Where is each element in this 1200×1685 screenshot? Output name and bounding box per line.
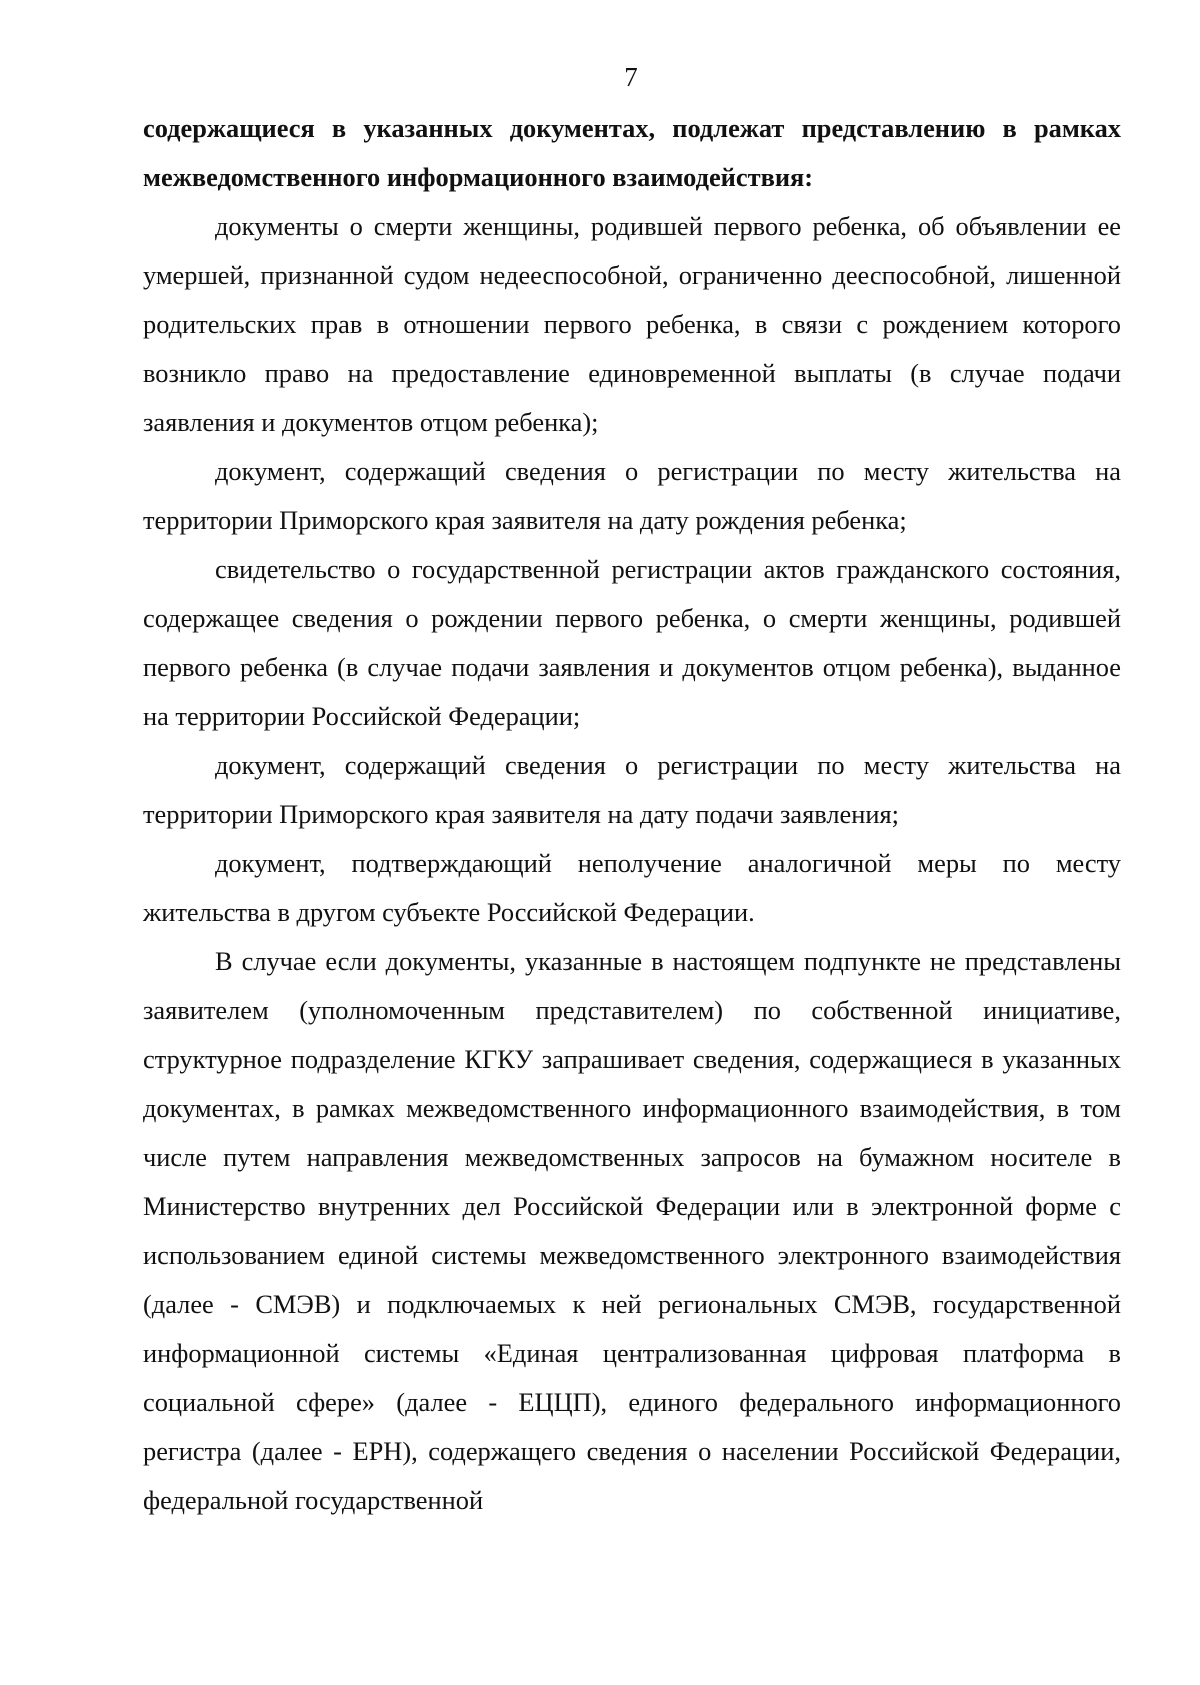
paragraph-interagency-requests: В случае если документы, указанные в настоящем подпункте не представлены заявителем (уполномоченным представителем) по собственной инициативе, структурное подразделение КГКУ запрашивает сведения, содержащиеся в указанных документах, в рамках межведомственного информационного взаимодействия, в том числе путем направления межведомственных запросов на бумажном носителе в Министерство внутренних дел Российской Федерации или в электронной форме с использованием единой системы межведомственного электронного взаимодействия (далее - СМЭВ) и подключаемых к ней региональных СМЭВ, государственной информационной системы «Единая централизованная цифровая платформа в социальной сфере» (далее - ЕЦЦП), единого федерального информационного регистра (далее - ЕРН), содержащего сведения о населении Российской Федерации, федеральной государственной (143, 946, 1121, 1515)
page-number: 7 (624, 62, 638, 92)
document-body (143, 104, 1121, 1525)
paragraph-registration-application-date: документ, содержащий сведения о регистрации по месту жительства на территории Приморского края заявителя на дату подачи заявления; (143, 750, 1121, 829)
paragraph-registration-birth-date: документ, содержащий сведения о регистрации по месту жительства на территории Приморского края заявителя на дату рождения ребенка; (143, 456, 1121, 535)
paragraph-civil-status-certificate: свидетельство о государственной регистрации актов гражданского состояния, содержащее сведения о рождении первого ребенка, о смерти женщины, родившей первого ребенка (в случае подачи заявления и документов отцом ребенка), выданное на территории Российской Федерации; (143, 554, 1121, 731)
paragraph-death-documents: документы о смерти женщины, родившей первого ребенка, об объявлении ее умершей, признанной судом недееспособной, ограниченно дееспособной, лишенной родительских прав в отношении первого ребенка, в связи с рождением которого возникло право на предоставление единовременной выплаты (в случае подачи заявления и документов отцом ребенка); (143, 211, 1121, 437)
paragraph-continuation: содержащиеся в указанных документах, подлежат представлению в рамках межведомственного информационного взаимодействия: (143, 113, 1121, 192)
paragraph-non-receipt-confirmation: документ, подтверждающий неполучение аналогичной меры по месту жительства в другом субъекте Российской Федерации. (143, 848, 1121, 927)
